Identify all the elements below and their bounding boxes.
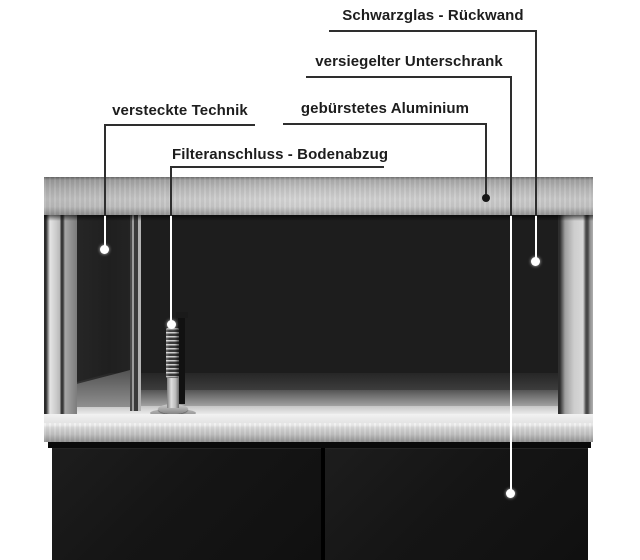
cabinet-door-right bbox=[325, 448, 588, 560]
callout-line-schwarzglas-upper bbox=[535, 30, 537, 216]
callout-underline-schwarzglas bbox=[329, 30, 537, 32]
glass-partition bbox=[130, 215, 141, 411]
callout-dot-technik bbox=[100, 245, 109, 254]
callout-dot-unterschrank bbox=[506, 489, 515, 498]
callout-underline-filteranschluss bbox=[172, 166, 384, 168]
label-versteckte-technik bbox=[105, 101, 255, 120]
callout-line-unterschrank-upper bbox=[510, 76, 512, 216]
callout-line-filteranschluss-lower bbox=[170, 216, 172, 321]
left-glass-pillar bbox=[44, 215, 77, 414]
callout-dot-aluminium bbox=[482, 194, 490, 202]
label-text: Schwarzglas - Rückwand bbox=[342, 7, 524, 24]
callout-dot-filteranschluss bbox=[167, 320, 176, 329]
filter-standpipe bbox=[167, 377, 179, 408]
cabinet-door-left bbox=[52, 448, 321, 560]
callout-line-aluminium bbox=[485, 123, 487, 195]
label-gebuerstetes-aluminium bbox=[283, 99, 487, 118]
callout-dot-schwarzglas bbox=[531, 257, 540, 266]
label-text: gebürstetes Aluminium bbox=[300, 100, 470, 117]
label-schwarzglas-rueckwand bbox=[329, 6, 537, 25]
label-text: Filteranschluss - Bodenabzug bbox=[172, 146, 389, 163]
label-text: versteckte Technik bbox=[112, 102, 248, 119]
callout-line-technik-lower bbox=[104, 216, 106, 246]
callout-underline-unterschrank bbox=[306, 76, 512, 78]
callout-line-technik-upper bbox=[104, 124, 106, 216]
callout-line-filteranschluss-upper bbox=[170, 166, 172, 216]
callout-underline-aluminium bbox=[283, 123, 487, 125]
callout-underline-technik bbox=[105, 124, 255, 126]
right-glass-pillar bbox=[558, 215, 593, 414]
filter-intake-rod bbox=[178, 312, 185, 404]
callout-line-unterschrank-lower bbox=[510, 216, 512, 490]
callout-line-schwarzglas-lower bbox=[535, 216, 537, 258]
label-text: versiegelter Unterschrank bbox=[315, 53, 503, 70]
cabinet bbox=[52, 448, 588, 560]
filter-ribbed-pipe bbox=[166, 328, 179, 378]
label-filteranschluss-bodenabzug bbox=[172, 145, 389, 164]
label-versiegelter-unterschrank bbox=[306, 52, 512, 71]
